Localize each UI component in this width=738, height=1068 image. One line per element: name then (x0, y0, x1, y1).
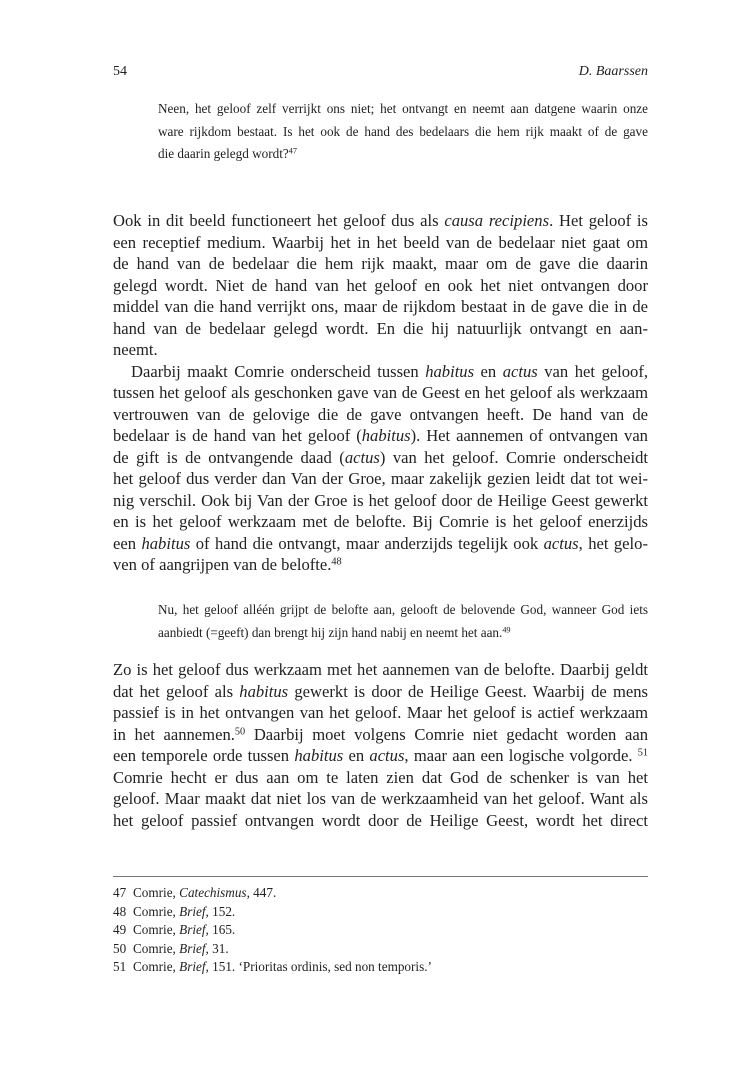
text-line (113, 745, 648, 767)
text-run: Daarbij maakt Comrie onderscheid tussen (131, 361, 426, 381)
footnote-number: 50 (113, 940, 127, 956)
text-run: een (113, 533, 142, 553)
text-run: bedelaar is de hand van het geloof ( (113, 426, 362, 445)
text-line (113, 210, 648, 232)
text-run: Ook in dit beeld functioneert het geloof dus als (113, 211, 445, 230)
block-quote-2 (158, 599, 648, 644)
text-run: 31. (208, 940, 229, 956)
text-line (113, 382, 648, 404)
text-line (113, 232, 648, 254)
paragraph-1 (113, 210, 648, 361)
text-line (158, 143, 648, 166)
text-line (113, 275, 648, 297)
text-run: , maar aan een logische volgorde. (404, 746, 638, 765)
paragraph-2 (113, 361, 648, 576)
footnote-ref[interactable]: 49 (502, 625, 511, 634)
text-line (113, 425, 648, 447)
text-run: Comrie, (133, 959, 180, 975)
text-run: vertrouwen van de gelovige die de gave ontvangen heeft. De hand van de (113, 404, 648, 424)
text-line (113, 511, 648, 533)
text-line (113, 681, 648, 703)
italic-text: actus (369, 746, 405, 765)
footnote-number: 48 (113, 903, 127, 919)
italic-text: habitus (361, 426, 411, 445)
text-run: Neen, het geloof zelf verrijkt ons niet; het ontvangt en neemt aan datgene waarin onze (158, 101, 648, 116)
text-line (158, 622, 648, 645)
text-run: Comrie, (133, 940, 180, 956)
text-line (113, 318, 648, 340)
italic-text: actus (543, 533, 579, 553)
text-run: , 447. (246, 885, 277, 900)
text-line (113, 339, 648, 361)
text-run: Daarbij moet volgens Comrie niet gedacht worden aan (245, 724, 648, 744)
footnote-number: 51 (113, 959, 127, 975)
text-line (113, 533, 648, 555)
text-run: of hand die ontvangt, maar anderzijds tegelijk ook (190, 533, 544, 553)
footnote-divider (113, 876, 648, 877)
text-run: en (474, 361, 503, 381)
text-line (113, 447, 648, 469)
text-run: het geloof passief ontvangen wordt door de Heilige Geest, wordt het direct (113, 810, 648, 830)
italic-text: habitus (425, 361, 475, 381)
text-run: het geloof dus verder dan Van der Groe, maar zakelijk gezien leidt dat tot wei- (113, 469, 648, 488)
text-line (113, 724, 648, 746)
text-run: . Het geloof is (549, 211, 648, 230)
italic-text: Catechismus (179, 885, 247, 900)
text-run: die daarin gelegd wordt? (158, 146, 289, 161)
text-run: tussen het geloof als geschonken gave van de Geest en het geloof als werkzaam (113, 383, 648, 402)
footnote (113, 921, 432, 940)
text-run: en is het geloof werkzaam met de belofte. Bij Comrie is het geloof enerzijds (113, 512, 648, 531)
text-line (113, 810, 648, 832)
text-line (113, 253, 648, 275)
text-run: aanbiedt (=geeft) dan brengt hij zijn hand nabij en neemt het aan. (158, 624, 503, 640)
text-run: ven of aangrijpen van de belofte. (113, 555, 332, 574)
footnote-ref[interactable]: 47 (288, 146, 297, 156)
text-run: de gift is de ontvangende daad ( (113, 447, 345, 467)
page-number: 54 (113, 64, 127, 79)
italic-text: Brief, (179, 959, 209, 975)
text-line (158, 599, 648, 622)
italic-text: habitus (294, 746, 344, 765)
text-line (113, 554, 648, 576)
footnote-ref[interactable]: 48 (331, 556, 342, 568)
text-run: in het aannemen. (113, 724, 235, 744)
footnote-number: 47 (113, 885, 127, 900)
text-run: geloof. Maar maakt dat niet los van de werkzaamheid van het geloof. Want als (113, 789, 648, 808)
text-run: ware rijkdom bestaat. Is het ook de hand des bedelaars die hem rijk maakt of de gave (158, 123, 648, 139)
block-quote-1 (158, 98, 648, 166)
text-run: 165. (208, 922, 236, 938)
text-line (113, 767, 648, 789)
footnote-number: 49 (113, 922, 127, 938)
text-run: passief is in het ontvangen van het geloof. Maar het geloof is actief werkzaam (113, 703, 648, 722)
text-run: Comrie, (133, 885, 180, 900)
text-run: neemt. (113, 340, 158, 359)
text-run: de hand van de bedelaar die hem rijk maakt, maar om de gave die daarin (113, 254, 648, 273)
italic-text: Brief, (179, 903, 209, 919)
text-run: gewerkt is door de Heilige Geest. Waarbij de mens (288, 681, 648, 701)
italic-text: Brief, (179, 940, 209, 956)
running-header-author: D. Baarssen (578, 64, 648, 79)
footnote (113, 884, 432, 903)
text-run: een temporele orde tussen (113, 746, 295, 765)
text-line (113, 702, 648, 724)
text-run: 151. ‘Prioritas ordinis, sed non temporis.’ (208, 959, 432, 975)
text-line (113, 361, 648, 383)
text-line (113, 468, 648, 490)
italic-text: habitus (141, 533, 191, 553)
footnote (113, 903, 432, 922)
text-run: een receptief medium. Waarbij het in het beeld van de bedelaar niet gaat om (113, 232, 648, 252)
footnote (113, 958, 432, 977)
text-run: dat het geloof als (113, 681, 240, 701)
footnote-ref[interactable]: 51 (637, 747, 648, 759)
italic-text: causa recipiens (444, 211, 550, 230)
text-run: hand van de bedelaar gelegd wordt. En die hij natuurlijk ontvangt en aan- (113, 318, 648, 338)
text-line (113, 296, 648, 318)
text-run: Comrie, (133, 903, 180, 919)
text-line (113, 788, 648, 810)
text-run: en (343, 746, 370, 765)
italic-text: habitus (239, 681, 289, 701)
paragraph-3 (113, 659, 648, 831)
text-line (158, 98, 648, 121)
italic-text: Brief, (179, 922, 209, 938)
text-run: , het gelo- (578, 533, 648, 553)
text-line (158, 121, 648, 144)
text-run: Nu, het geloof alléén grijpt de belofte aan, gelooft de belovende God, wanneer God iets (158, 602, 648, 617)
text-run: Zo is het geloof dus werkzaam met het aannemen van de belofte. Daarbij geldt (113, 660, 648, 679)
text-run: ) van het geloof. Comrie onderscheidt (379, 447, 648, 467)
text-run: gelegd wordt. Niet de hand van het geloof en ook het niet ontvangen door (113, 275, 648, 295)
text-line (113, 659, 648, 681)
text-run: van het geloof, (537, 361, 648, 381)
italic-text: actus (344, 447, 380, 467)
text-line (113, 404, 648, 426)
text-run: ). Het aannemen of ontvangen van (410, 426, 648, 445)
italic-text: actus (502, 361, 538, 381)
text-run: Comrie hecht er dus aan om te laten zien dat God de schenker is van het (113, 767, 648, 787)
footnote (113, 940, 432, 959)
text-line (113, 490, 648, 512)
text-run: nig verschil. Ook bij Van der Groe is het geloof door de Heilige Geest gewerkt (113, 490, 648, 510)
footnote-ref[interactable]: 50 (234, 725, 246, 737)
footnotes (113, 884, 432, 977)
text-run: Comrie, (133, 922, 180, 938)
text-run: 152. (208, 903, 236, 919)
text-run: middel van die hand verrijkt ons, maar de rijkdom bestaat in de gave die in de (113, 297, 648, 316)
